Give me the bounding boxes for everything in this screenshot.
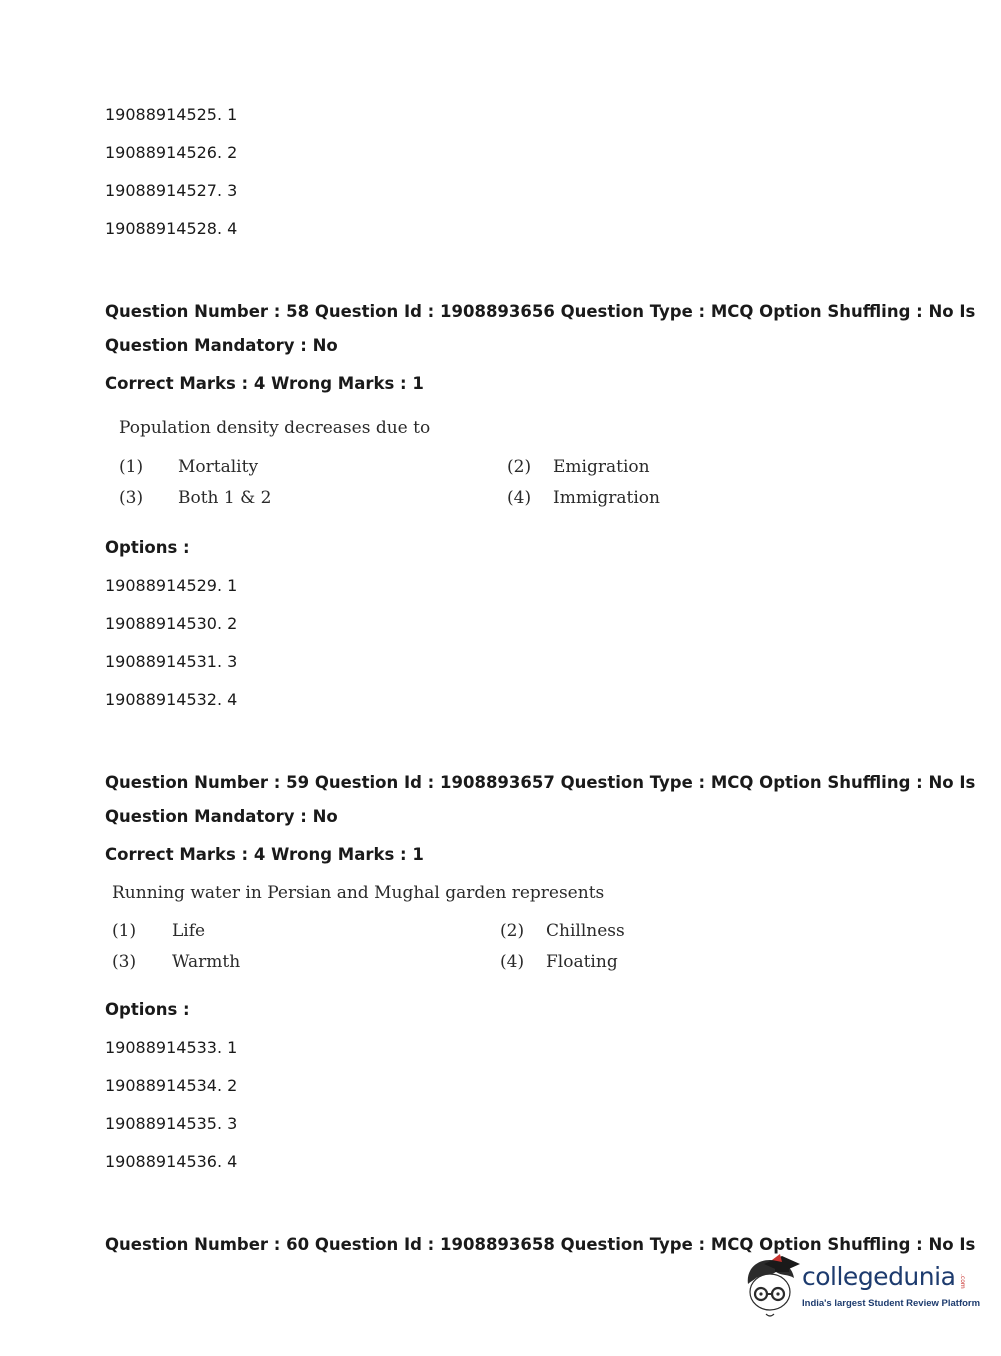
- question-header: Question Number : 59 Question Id : 1908893657 Question Type : MCQ Option Shuffling : No Is: [105, 773, 976, 792]
- logo-tagline: India's largest Student Review Platform: [802, 1298, 981, 1309]
- option-line: 19088914531. 3: [105, 652, 238, 671]
- choice-text: Floating: [546, 952, 618, 972]
- options-label: Options :: [105, 538, 190, 557]
- option-line: 19088914535. 3: [105, 1114, 238, 1133]
- question-header: Question Number : 60 Question Id : 1908893658 Question Type : MCQ Option Shuffling : No Is: [105, 1235, 976, 1254]
- choice-text: Emigration: [553, 457, 650, 477]
- question-text: Running water in Persian and Mughal garden represents: [112, 883, 605, 903]
- option-line: 19088914533. 1: [105, 1038, 238, 1057]
- choice-number: (4): [507, 488, 532, 508]
- choice-number: (1): [112, 921, 137, 941]
- logo-wordmark: collegedunia: [802, 1262, 956, 1291]
- option-line: 19088914536. 4: [105, 1152, 238, 1171]
- choice-text: Both 1 & 2: [178, 488, 272, 508]
- choice-number: (1): [119, 457, 144, 477]
- question-text: Population density decreases due to: [119, 418, 431, 438]
- choice-text: Warmth: [172, 952, 241, 972]
- choice-number: (3): [112, 952, 137, 972]
- question-header: Question Number : 58 Question Id : 1908893656 Question Type : MCQ Option Shuffling : No Is: [105, 302, 976, 321]
- choice-number: (3): [119, 488, 144, 508]
- option-line: 19088914526. 2: [105, 143, 238, 162]
- option-line: 19088914527. 3: [105, 181, 238, 200]
- option-line: 19088914525. 1: [105, 105, 238, 124]
- student-mascot-icon: [742, 1254, 802, 1320]
- choice-number: (4): [500, 952, 525, 972]
- choice-number: (2): [500, 921, 525, 941]
- option-line: 19088914532. 4: [105, 690, 238, 709]
- question-marks: Correct Marks : 4 Wrong Marks : 1: [105, 845, 424, 864]
- question-marks: Correct Marks : 4 Wrong Marks : 1: [105, 374, 424, 393]
- options-label: Options :: [105, 1000, 190, 1019]
- question-header-cont: Question Mandatory : No: [105, 807, 338, 826]
- collegedunia-logo: [742, 1254, 981, 1320]
- option-line: 19088914528. 4: [105, 219, 238, 238]
- option-line: 19088914529. 1: [105, 576, 238, 595]
- choice-text: Chillness: [546, 921, 625, 941]
- logo-com-suffix: .com: [959, 1274, 966, 1289]
- choice-text: Life: [172, 921, 206, 941]
- option-line: 19088914534. 2: [105, 1076, 238, 1095]
- option-line: 19088914530. 2: [105, 614, 238, 633]
- choice-text: Mortality: [178, 457, 259, 477]
- choice-number: (2): [507, 457, 532, 477]
- choice-text: Immigration: [553, 488, 660, 508]
- question-header-cont: Question Mandatory : No: [105, 336, 338, 355]
